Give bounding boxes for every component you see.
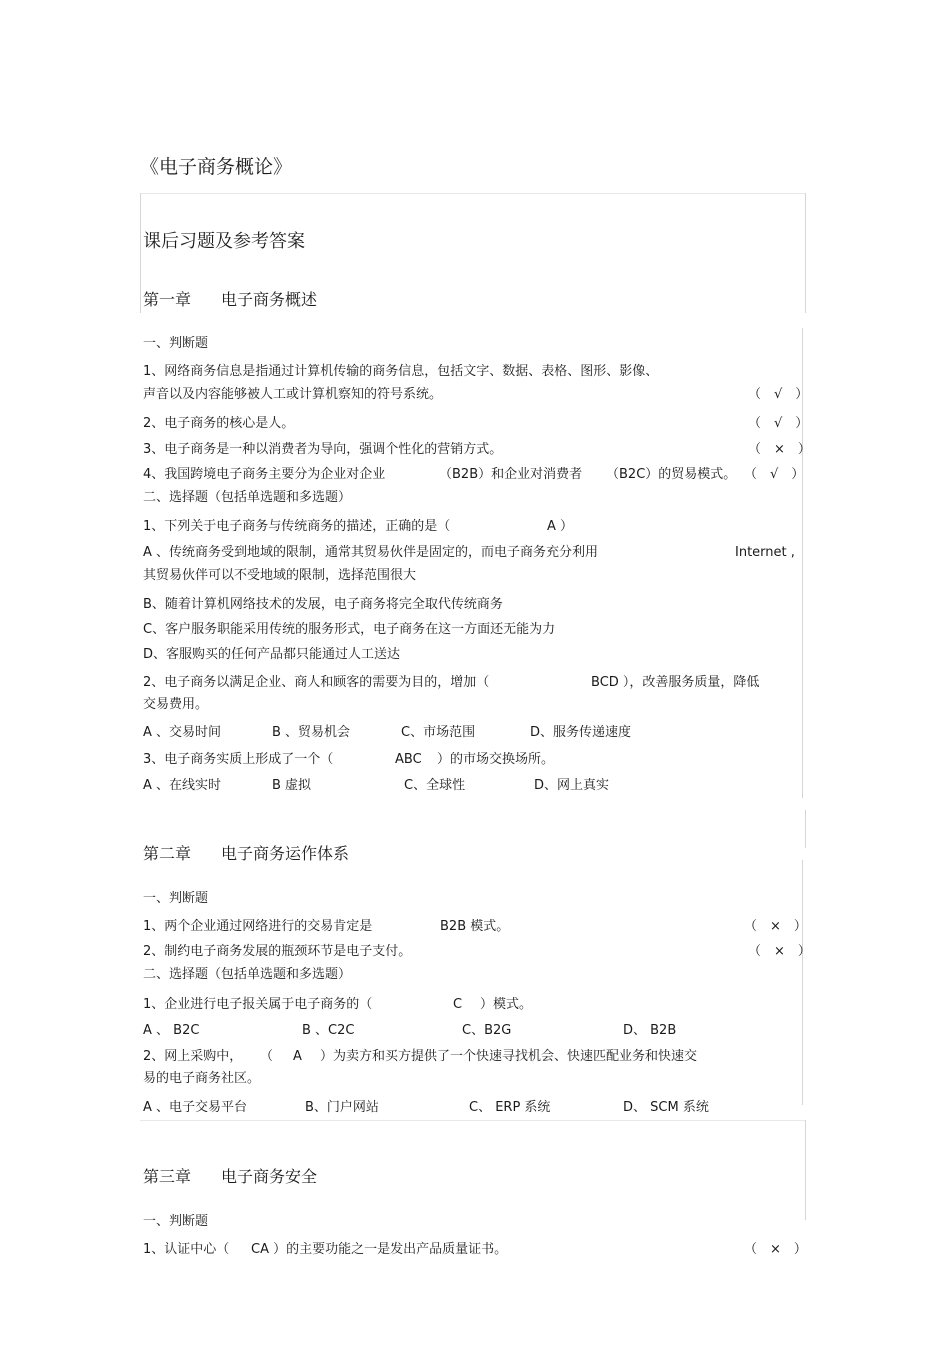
ch1-choice-title: 二、选择题（包括单选题和多选题） [143, 490, 352, 505]
ch1-q1-option-a-line2: 其贸易伙伴可以不受地域的限制，选择范围很大 [143, 568, 417, 583]
ch2-q2-option-a: A 、电子交易平台 [143, 1100, 248, 1115]
ch2-j1-part2: B2B 模式。 [440, 919, 510, 934]
ch1-j4-answer: （ √ ） [744, 467, 805, 482]
ch1-j1-line1: 1、网络商务信息是指通过计算机传输的商务信息，包括文字、数据、表格、图形、影像、 [143, 364, 659, 379]
chapter-3-name: 电子商务安全 [221, 1167, 318, 1186]
ch2-q2-option-c: C、 ERP 系统 [469, 1100, 551, 1115]
chapter-1-name: 电子商务概述 [221, 290, 318, 309]
ch2-q1-option-d: D、 B2B [623, 1023, 677, 1038]
ch1-q1-option-a-line1: A 、传统商务受到地域的限制，通常其贸易伙伴是固定的，而电子商务充分利用 [143, 545, 599, 560]
ch2-q1-option-b: B 、C2C [302, 1023, 355, 1038]
ch1-q1: 1、下列关于电子商务与传统商务的描述，正确的是（ [143, 519, 451, 534]
ch1-j3-answer: （ × ） [748, 442, 811, 457]
ch1-q3-part2: ）的市场交换场所。 [437, 752, 555, 767]
ch2-q2-answer: A [293, 1049, 302, 1064]
mid-divider [140, 1120, 805, 1121]
ch2-judge-title: 一、判断题 [143, 891, 209, 906]
ch1-judge-title: 一、判断题 [143, 336, 209, 351]
right-border-4 [802, 860, 803, 1105]
ch2-q2-part1: 2、网上采购中， [143, 1049, 243, 1064]
ch3-j1-part1: 1、认证中心（ [143, 1242, 230, 1257]
ch1-q2-option-b: B 、贸易机会 [272, 725, 351, 740]
ch1-j4-part2: （B2B）和企业对消费者 [439, 467, 583, 482]
document-title: 《电子商务概论》 [140, 156, 293, 178]
ch1-q2-option-c: C、市场范围 [401, 725, 476, 740]
ch1-q2-option-d: D、服务传递速度 [530, 725, 632, 740]
ch2-j2: 2、制约电子商务发展的瓶颈环节是电子支付。 [143, 944, 412, 959]
ch3-j1-answer: （ × ） [744, 1242, 807, 1257]
ch1-q1-answer: A ） [547, 519, 574, 534]
ch1-q2-line2: 交易费用。 [143, 697, 209, 712]
chapter-1-heading: 第一章 [143, 290, 192, 309]
ch1-j4-part1: 4、我国跨境电子商务主要分为企业对企业 [143, 467, 386, 482]
ch1-j1-line2: 声音以及内容能够被人工或计算机察知的符号系统。 [143, 387, 443, 402]
top-divider [140, 193, 805, 194]
ch1-j1-answer: （ √ ） [748, 387, 809, 402]
ch2-q2-paren: （ [260, 1049, 274, 1064]
ch1-q1-option-d: D、客服购买的任何产品都只能通过人工送达 [143, 647, 401, 662]
ch3-judge-title: 一、判断题 [143, 1214, 209, 1229]
ch3-j1-part2: CA ）的主要功能之一是发出产品质量证书。 [251, 1242, 508, 1257]
ch1-q3-option-c: C、全球性 [404, 778, 466, 793]
ch2-q2-option-b: B、门户网站 [305, 1100, 379, 1115]
ch1-q2-answer: BCD ），改善服务质量，降低 [591, 675, 760, 690]
ch2-j2-answer: （ × ） [748, 944, 811, 959]
right-border-1 [805, 193, 806, 313]
ch2-q1-option-c: C、B2G [462, 1023, 512, 1038]
ch2-q1-part1: 1、企业进行电子报关属于电子商务的（ [143, 997, 373, 1012]
ch1-j2: 2、电子商务的核心是人。 [143, 416, 295, 431]
ch2-q1-part2: ）模式。 [480, 997, 533, 1012]
chapter-2-heading: 第二章 [143, 844, 192, 863]
ch1-q3-part1: 3、电子商务实质上形成了一个（ [143, 752, 334, 767]
ch1-q1-option-b: B、随着计算机网络技术的发展，电子商务将完全取代传统商务 [143, 597, 503, 612]
ch1-j3: 3、电子商务是一种以消费者为导向，强调个性化的营销方式。 [143, 442, 503, 457]
right-border-5 [805, 1120, 806, 1220]
ch1-j2-answer: （ √ ） [748, 416, 809, 431]
ch1-q2-line1: 2、电子商务以满足企业、商人和顾客的需要为目的，增加（ [143, 675, 490, 690]
ch1-q3-answer: ABC [395, 752, 422, 767]
ch1-q2-option-a: A 、交易时间 [143, 725, 222, 740]
ch1-q3-option-b: B 虚拟 [272, 778, 312, 793]
ch2-q1-option-a: A 、 B2C [143, 1023, 200, 1038]
ch1-q1-option-a-internet: Internet , [735, 545, 795, 560]
ch2-q2-part2: ）为卖方和买方提供了一个快速寻找机会、快速匹配业务和快速交 [320, 1049, 698, 1064]
document-subtitle: 课后习题及参考答案 [143, 231, 305, 252]
chapter-2-name: 电子商务运作体系 [221, 844, 350, 863]
ch1-q1-option-c: C、客户服务职能采用传统的服务形式，电子商务在这一方面还无能为力 [143, 622, 556, 637]
ch1-q3-option-d: D、网上真实 [534, 778, 610, 793]
left-border-1 [140, 193, 141, 313]
ch2-j1-answer: （ × ） [744, 919, 807, 934]
ch2-q1-answer: C [453, 997, 463, 1012]
right-border-3 [805, 810, 806, 848]
chapter-3-heading: 第三章 [143, 1167, 192, 1186]
ch1-j4-part3: （B2C）的贸易模式。 [606, 467, 737, 482]
ch2-q2-line2: 易的电子商务社区。 [143, 1071, 261, 1086]
ch1-q3-option-a: A 、在线实时 [143, 778, 222, 793]
ch2-choice-title: 二、选择题（包括单选题和多选题） [143, 967, 352, 982]
ch2-q2-option-d: D、 SCM 系统 [623, 1100, 709, 1115]
ch2-j1-part1: 1、两个企业通过网络进行的交易肯定是 [143, 919, 373, 934]
